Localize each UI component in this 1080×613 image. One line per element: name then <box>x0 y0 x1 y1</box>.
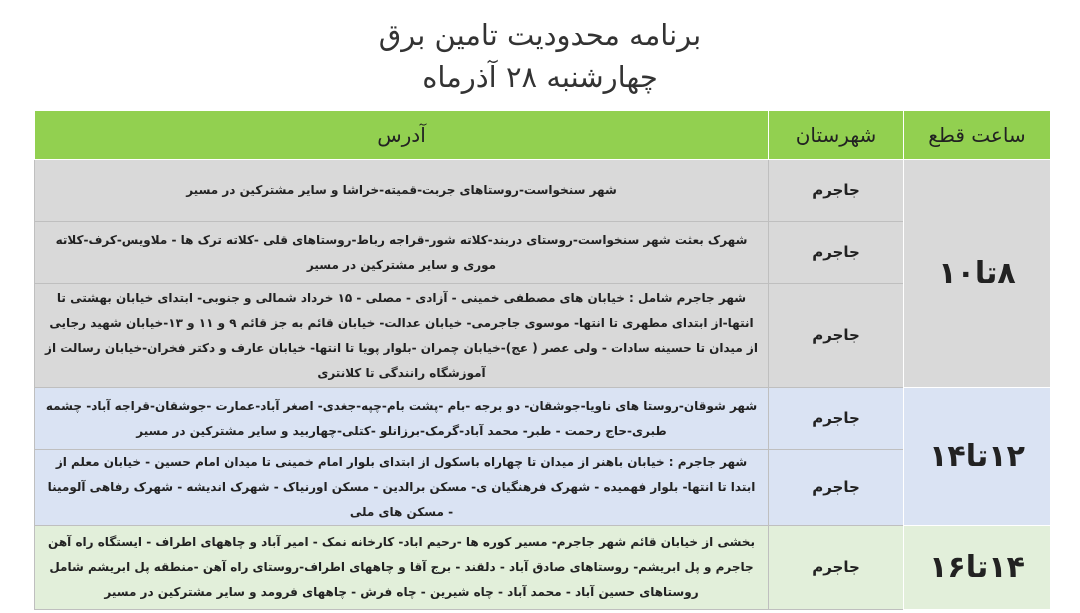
table-row <box>35 526 1051 610</box>
address-cell: شهر شوقان-روستا های ناویا-جوشقان- دو برجه -بام -پشت بام-چپه-جغدی- اصغر آباد-عمارت -جوشقان-قراجه آباد- چشمه طبری-حاج رحمت - طبر- محمد آباد-گرمک-برزانلو -کتلی-چهاربید و سایر مشترکین در مسیر <box>35 388 769 450</box>
city-cell: جاجرم <box>769 160 904 222</box>
page-title: برنامه محدودیت تامین برق <box>378 18 702 52</box>
table-row <box>35 160 1051 222</box>
outage-time-cell: ۱۴تا۱۶ <box>904 526 1051 610</box>
page-subtitle-date: چهارشنبه ۲۸ آذرماه <box>422 60 658 94</box>
city-cell: جاجرم <box>769 450 904 526</box>
address-cell: شهر جاجرم شامل : خیابان های مصطفی خمینی - آزادی - مصلی - ۱۵ خرداد شمالی و جنوبی- ابتدای خیابان بهشتی تا انتها-از ابتدای مطهری تا انتها- موسوی جاجرمی- خیابان عدالت- خیابان قائم به جز قائم ۹ و ۱۱ و ۱۳-خیابان شهید رجایی از میدان تا حسینه سادات - ولی عصر ( عج)-خیابان چمران -بلوار پویا تا انتها- خیابان عارف و دکتر فخران-خیابان رسالت از آموزشگاه رانندگی تا کلانتری <box>35 284 769 388</box>
outage-time-cell: ۱۲تا۱۴ <box>904 388 1051 526</box>
city-cell: جاجرم <box>769 526 904 610</box>
header-city: شهرستان <box>769 111 904 160</box>
table-row <box>35 284 1051 388</box>
table-row <box>35 222 1051 284</box>
outage-time-cell: ۸تا۱۰ <box>904 160 1051 388</box>
header-time: ساعت قطع <box>904 111 1051 160</box>
table-row <box>35 388 1051 450</box>
address-cell: بخشی از خیابان قائم شهر جاجرم- مسیر کوره ها -رحیم اباد- کارخانه نمک - امیر آباد و چاههای اطراف - ایستگاه راه آهن جاجرم و پل ابریشم- روستاهای صادق آباد - دلقند - برج آقا و چاههای اطراف-روستای راه آهن -منطقه پل ابریشم شامل روستاهای حسین آباد - محمد آباد - چاه شیرین - چاه فرش - چاههای فرومد و سایر مشترکین در مسیر <box>35 526 769 610</box>
address-cell: شهر جاجرم : خیابان باهنر از میدان تا چهاراه باسکول از ابتدای بلوار امام خمینی تا میدان امام حسین - خیابان معلم از ابتدا تا انتها- بلوار فهمیده - شهرک فرهنگیان ی- مسکن برالدین - مسکن اورنیاک - شهرک اندیشه - شهرک رفاهی آلومینا - مسکن های ملی <box>35 450 769 526</box>
header-address: آدرس <box>35 111 769 160</box>
address-cell: شهر سنخواست-روستاهای جربت-قمیته-خراشا و سایر مشترکین در مسیر <box>35 160 769 222</box>
outage-schedule-table <box>34 110 1051 610</box>
city-cell: جاجرم <box>769 284 904 388</box>
table-row <box>35 450 1051 526</box>
table-header-row <box>35 111 1051 160</box>
city-cell: جاجرم <box>769 222 904 284</box>
city-cell: جاجرم <box>769 388 904 450</box>
address-cell: شهرک بعثت شهر سنخواست-روستای دربند-کلاته شور-قراجه رباط-روستاهای قلی -کلاته ترک ها - ملاویس-کرف-کلاته موری و سایر مشترکین در مسیر <box>35 222 769 284</box>
